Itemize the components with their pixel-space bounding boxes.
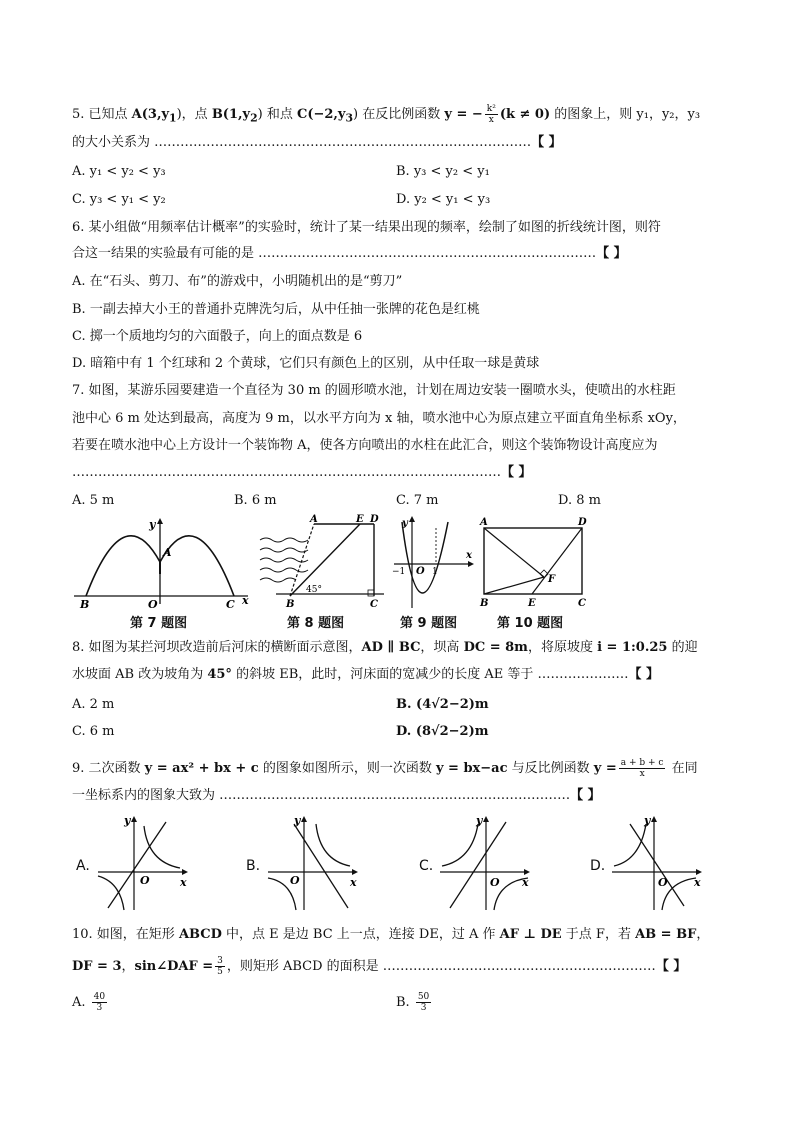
text: 9. 二次函数: [72, 761, 145, 776]
q6-option-a: A. 在“石头、剪刀、布”的游戏中，小明随机出的是“剪刀”: [72, 274, 403, 289]
q9-option-c-label: C.: [419, 858, 434, 874]
label-x: x: [350, 876, 357, 889]
q7-stem-line2: 池中心 6 m 处达到最高，高度为 9 m，以水平方向为 x 轴，喷水池中心为原点建立平面直角坐标系 xOy，: [72, 411, 686, 426]
math-text: 45°: [207, 667, 232, 682]
label-y: y: [124, 814, 131, 827]
text: 于点 F，若: [561, 927, 636, 942]
text: 8. 如图为某拦河坝改造前后河床的横断面示意图，: [72, 640, 362, 655]
segment-af: [484, 528, 544, 577]
math-text: $A(3,y_1$: [131, 107, 177, 125]
label-d: D: [370, 514, 379, 525]
hyperbola-branch-1: [144, 826, 180, 868]
answer-bracket: 【 】: [531, 135, 562, 150]
q5-option-d: D. y₂ < y₁ < y₃: [396, 192, 491, 207]
label-d: D: [578, 517, 587, 528]
q8-option-c: C. 6 m: [72, 724, 115, 739]
x-axis-arrow: [468, 561, 474, 567]
new-slope-eb: [290, 524, 360, 596]
label-y: y: [402, 518, 408, 529]
caption-figure-9: 第 9 题图: [400, 616, 458, 631]
label-o: O: [290, 874, 300, 887]
q5-stem-line1: [72, 104, 700, 128]
q6-stem-line1: 6. 某小组做“用频率估计概率”的实验时，统计了某一结果出现的频率，绘制了如图的折线统计图，则符: [72, 220, 661, 235]
text: 5. 已知点: [72, 107, 132, 122]
right-angle-mark: [368, 590, 374, 596]
math-text: ABCD: [178, 927, 222, 942]
answer-bracket: 【 】: [655, 959, 687, 974]
q9-option-b-label: B.: [246, 858, 261, 874]
q5-option-a: A. y₁ < y₂ < y₃: [72, 164, 166, 179]
text: 的斜坡 EB，此时，河床面的宽减少的长度 AE 等于 …………………: [231, 667, 629, 682]
math-text: $C(-2,y_3$: [296, 107, 354, 125]
segment-de: [532, 528, 582, 594]
right-water-curve: [160, 536, 234, 596]
q7-option-d: D. 8 m: [558, 493, 601, 508]
text: 中，点 E 是边 BC 上一点，连接 DE，过 A 作: [221, 927, 500, 942]
answer-bracket: 【 】: [628, 667, 660, 682]
segment-bf: [484, 577, 544, 594]
q7-option-c: C. 7 m: [396, 493, 439, 508]
hyperbola-branch-2: [98, 876, 124, 910]
q9-option-a-graph: [94, 812, 194, 912]
q9-stem-line2: [72, 787, 601, 805]
math-text: AB = BF: [635, 927, 697, 942]
q5-option-b: B. y₃ < y₂ < y₁: [396, 164, 490, 179]
q7-stem-line3: 若要在喷水池中心上方设计一个装饰物 A，使各方向喷出的水柱在此汇合，则这个装饰物设计高度应为: [72, 438, 658, 453]
text: 水坡面 AB 改为坡角为: [72, 667, 208, 682]
label-o: O: [140, 874, 150, 887]
function-text: y = −: [444, 107, 483, 122]
q6-option-d: D. 暗箱中有 1 个红球和 2 个黄球，它们只有颜色上的区别，从中任取一球是黄球: [72, 356, 540, 371]
q9-option-b-graph: [264, 812, 364, 912]
fraction: $\frac{50}{3}$: [417, 992, 430, 1013]
label-x: x: [522, 876, 529, 889]
text: 一坐标系内的图象大致为 ………………………………………………………………………: [72, 788, 571, 803]
label-x: x: [180, 876, 187, 889]
answer-bracket: 【 】: [596, 246, 627, 261]
label-a: A: [310, 514, 318, 525]
math-text: sin∠DAF =: [134, 959, 214, 974]
text: 的大小关系为 ……………………………………………………………………………: [72, 135, 532, 150]
label-x: x: [694, 876, 701, 889]
text: ，: [696, 927, 710, 942]
parabola: [402, 522, 448, 593]
label-angle: 45°: [306, 585, 322, 595]
caption-figure-8: 第 8 题图: [287, 616, 345, 631]
q10-option-a: [72, 992, 109, 1013]
math-text: DC = 8m: [463, 640, 528, 655]
label-one: 1: [432, 567, 438, 577]
math-text: y =: [593, 761, 617, 776]
hyperbola-branch-1: [442, 824, 478, 866]
linear-line: [630, 824, 684, 906]
text: ………………………………………………………………………………………: [72, 465, 501, 480]
text: 与反比例函数: [507, 761, 594, 776]
q9-stem-line1: [72, 758, 698, 779]
text: 的迎: [667, 640, 698, 655]
linear-line: [294, 824, 348, 908]
text: ，坝高: [420, 640, 464, 655]
figure-9-parabola: [392, 514, 478, 610]
figure-8-dam: [256, 514, 388, 610]
label-e: E: [528, 598, 536, 609]
fraction: $\frac{40}{3}$: [93, 992, 106, 1013]
y-axis-arrow: [409, 516, 415, 522]
q6-option-b: B. 一副去掉大小王的普通扑克牌洗匀后，从中任抽一张牌的花色是红桃: [72, 302, 480, 317]
math-text: DF = 3: [72, 959, 122, 974]
label-x: x: [466, 550, 472, 561]
q9-option-a-label: A.: [76, 858, 90, 874]
option-letter: A.: [72, 995, 86, 1010]
text: 的图象上，则 y₁，y₂，y₃: [550, 107, 701, 122]
q5-stem-line2: [72, 134, 562, 152]
label-c: C: [578, 598, 586, 609]
text: ) 在反比例函数: [353, 107, 445, 122]
q8-stem-line1: [72, 639, 698, 657]
label-b: B: [286, 599, 295, 610]
figure-7-fountain: [72, 516, 252, 608]
label-a: A: [163, 546, 172, 559]
label-b: B: [80, 598, 90, 608]
linear-line: [108, 822, 166, 908]
left-water-curve: [86, 536, 160, 596]
answer-bracket: 【 】: [501, 465, 532, 480]
label-minus-one: −1: [392, 567, 406, 577]
q8-option-a: A. 2 m: [72, 697, 115, 712]
label-a: A: [480, 517, 488, 528]
label-y: y: [644, 814, 651, 827]
text: 10. 如图，在矩形: [72, 927, 179, 942]
text: ，则矩形 ABCD 的面积是 ………………………………………………………: [226, 959, 656, 974]
q9-option-d-graph: [608, 812, 708, 912]
caption-figure-7: 第 7 题图: [130, 616, 188, 631]
q5-option-c: C. y₃ < y₁ < y₂: [72, 192, 166, 207]
math-text: AD ∥ BC: [361, 640, 421, 655]
label-c: C: [370, 599, 378, 610]
fraction: $\frac{a + b + c}{x}$: [620, 758, 664, 779]
q6-option-c: C. 掷一个质地均匀的六面骰子，向上的面点数是 6: [72, 329, 363, 344]
hyperbola-branch-1: [316, 824, 350, 866]
label-f: F: [548, 574, 556, 585]
q10-stem-line1: [72, 926, 709, 944]
q10-stem-line2: [72, 956, 686, 977]
label-o: O: [490, 876, 500, 889]
math-text: $B(1,y_2$: [211, 107, 258, 125]
text: )，点: [176, 107, 212, 122]
q7-stem-line1: 7. 如图，某游乐园要建造一个直径为 30 m 的圆形喷水池，计划在周边安装一圈喷水头，使喷出的水柱距: [72, 383, 676, 398]
math-text: y = ax² + bx + c: [144, 761, 259, 776]
math-text: i = 1:0.25: [597, 640, 668, 655]
text: 的图象如图所示，则一次函数: [258, 761, 436, 776]
q7-stem-line4: [72, 464, 532, 482]
caption-figure-10: 第 10 题图: [497, 616, 564, 631]
text: ，将原坡度: [527, 640, 598, 655]
q7-option-a: A. 5 m: [72, 493, 115, 508]
answer-bracket: 【 】: [570, 788, 601, 803]
text: 在同: [667, 761, 698, 776]
water-waves: [260, 538, 308, 582]
rectangle-abcd: [484, 528, 582, 594]
q8-stem-line2: [72, 666, 659, 684]
label-y: y: [476, 814, 483, 827]
fraction: $\frac{3}{5}$: [217, 956, 223, 977]
option-letter: B.: [396, 995, 410, 1010]
hyperbola-branch-1: [614, 824, 646, 866]
label-x: x: [242, 594, 249, 607]
figure-10-rectangle: [476, 514, 588, 610]
q8-option-b: B. (4√2−2)m: [396, 697, 489, 712]
q9-option-c-graph: [436, 812, 536, 912]
label-o: O: [658, 876, 668, 889]
label-y: y: [149, 518, 156, 531]
condition: (k ≠ 0): [499, 107, 551, 122]
math-text: AF ⊥ DE: [499, 927, 562, 942]
fraction: $\frac{\text{k²}}{x}$: [486, 104, 496, 125]
label-e: E: [356, 514, 364, 525]
y-axis-arrow: [157, 518, 163, 524]
q6-stem-line2: [72, 245, 627, 263]
label-y: y: [294, 814, 301, 827]
math-text: y = bx−ac: [435, 761, 508, 776]
label-b: B: [480, 598, 489, 609]
label-o: O: [416, 566, 425, 577]
q10-option-b: [396, 992, 433, 1013]
q9-option-d-label: D.: [590, 858, 606, 874]
label-o: O: [148, 598, 158, 608]
label-c: C: [226, 598, 235, 608]
linear-line: [450, 822, 506, 908]
text: 合这一结果的实验最有可能的是 ……………………………………………………………………: [72, 246, 597, 261]
q8-option-d: D. (8√2−2)m: [396, 724, 489, 739]
text: ，: [121, 959, 135, 974]
q7-option-b: B. 6 m: [234, 493, 277, 508]
text: ) 和点: [257, 107, 297, 122]
